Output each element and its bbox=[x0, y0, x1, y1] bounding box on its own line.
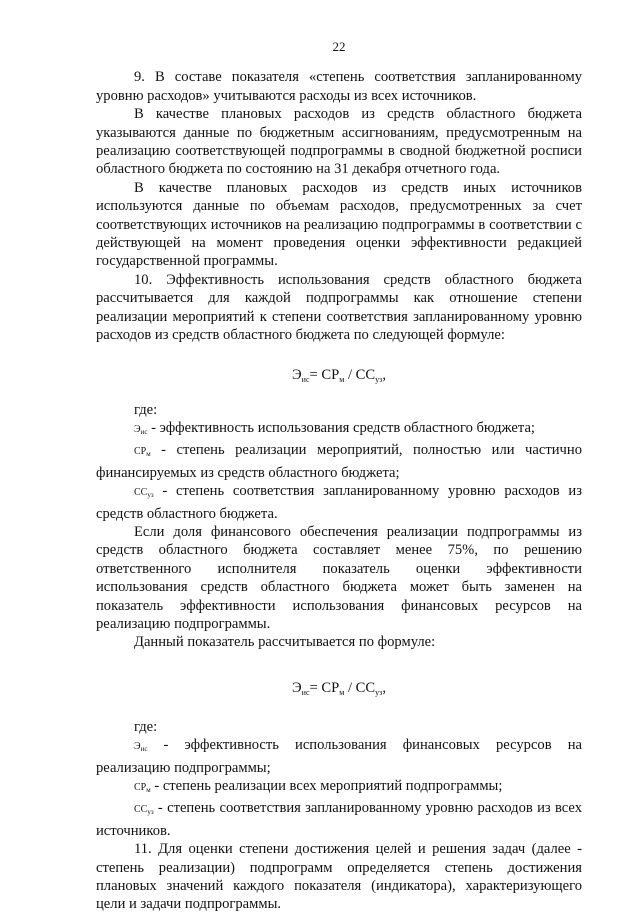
formula-term-2-sub: уз bbox=[375, 687, 383, 697]
paragraph-9-regional-budget: В качестве плановых расходов из средств областного бюджета указываются данные по бюджетным ассигнованиям, предусмотренным на реализацию соответствующей подпрограммы в сводной бюджетной росписи областного бюджета по состоянию на 31 декабря отчетного года. bbox=[96, 106, 582, 178]
paragraph-10-formula-intro: Данный показатель рассчитывается по формуле: bbox=[134, 634, 436, 651]
definition-symbol: $Э_{ис}$ bbox=[134, 741, 148, 754]
paragraph-10-share: Если доля финансового обеспечения реализации подпрограммы из средств областного бюджета составляет менее 75%, по решению ответственного исполнителя показатель оценки эффективности использования средств областного бюджета может быть заменен на показатель эффективности использования финансовых ресурсов на реализацию подпрограммы. bbox=[96, 523, 582, 632]
formula-term-1-sub: м bbox=[339, 374, 345, 384]
formula-term-1-sub: м bbox=[339, 687, 345, 697]
formula-equals: = bbox=[309, 679, 322, 696]
formula-lhs: Э bbox=[292, 679, 302, 696]
definition-symbol: $Э_{ис}$ bbox=[134, 423, 148, 436]
definition-text: - степень реализации всех мероприятий подпрограммы; bbox=[150, 778, 503, 794]
formula-term-2-sub: уз bbox=[375, 374, 383, 384]
definition-symbol: $СС_{уз}$ bbox=[134, 804, 154, 817]
paragraph-10: 10. Эффективность использования средств областного бюджета рассчитывается для каждой подпрограммы как отношение степени реализации мероприятий к степени соответствия запланированному уровню расходов из средств областного бюджета по следующей формуле: bbox=[96, 271, 582, 344]
formula-term-2: СС bbox=[355, 679, 376, 696]
where-label: где: bbox=[134, 401, 158, 418]
formula-term-1: СР bbox=[321, 366, 340, 383]
definition-item bbox=[96, 736, 582, 777]
formula-term-2: СС bbox=[355, 366, 376, 383]
formula-divide: / bbox=[344, 679, 356, 696]
definition-text: - эффективность использования финансовых ресурсов на реализацию подпрограммы; bbox=[96, 737, 582, 776]
formula-lhs-sub: ис bbox=[301, 374, 310, 384]
definition-item bbox=[96, 441, 582, 482]
definition-symbol: $СР_м$ bbox=[134, 782, 151, 794]
paragraph-9: 9. В составе показателя «степень соответствия запланированному уровню расходов» учитываются расходы из всех источников. bbox=[96, 69, 582, 104]
formula-equals: = bbox=[309, 366, 322, 383]
definition-text: - эффективность использования средств областного бюджета; bbox=[147, 419, 535, 436]
formula-term-1: СР bbox=[321, 679, 340, 696]
formula-end: , bbox=[382, 679, 386, 696]
formula-regional-budget-efficiency bbox=[96, 359, 582, 391]
definition-text: - степень соответствия запланированному уровню расходов из всех источников. bbox=[96, 800, 582, 839]
formula-end: , bbox=[382, 366, 386, 383]
definition-text: - степень реализации мероприятий, полностью или частично финансируемых из средств областного бюджета; bbox=[96, 442, 582, 481]
paragraph-11: 11. Для оценки степени достижения целей и решения задач (далее - степень реализации) подпрограмм определяется степень достижения плановых значений каждого показателя (индикатора), характеризующего цели и задачи подпрограммы. bbox=[96, 841, 582, 913]
definition-symbol: $СС_{уз}$ bbox=[134, 487, 154, 500]
definition-symbol: $СР_м$ bbox=[134, 446, 151, 459]
definition-item bbox=[96, 799, 582, 840]
formula-financial-resources-efficiency bbox=[96, 672, 582, 704]
formula-lhs-sub: ис bbox=[301, 687, 310, 697]
page-number: 22 bbox=[332, 39, 346, 54]
definition-text: - степень соответствия запланированному уровню расходов из средств областного бюджета. bbox=[96, 483, 582, 522]
formula-lhs: Э bbox=[292, 366, 302, 383]
where-label: где: bbox=[134, 718, 158, 735]
definition-item bbox=[96, 419, 582, 441]
definition-item bbox=[96, 482, 582, 523]
formula-divide: / bbox=[344, 366, 356, 383]
paragraph-9-other-sources: В качестве плановых расходов из средств иных источников используются данные по объемам расходов, предусмотренных за счет соответствующих источников на реализацию подпрограммы в соответствии с действующей на момент проведения оценки эффективности редакцией государственной программы. bbox=[96, 179, 582, 270]
definition-item bbox=[96, 777, 582, 799]
document-page bbox=[96, 38, 582, 914]
